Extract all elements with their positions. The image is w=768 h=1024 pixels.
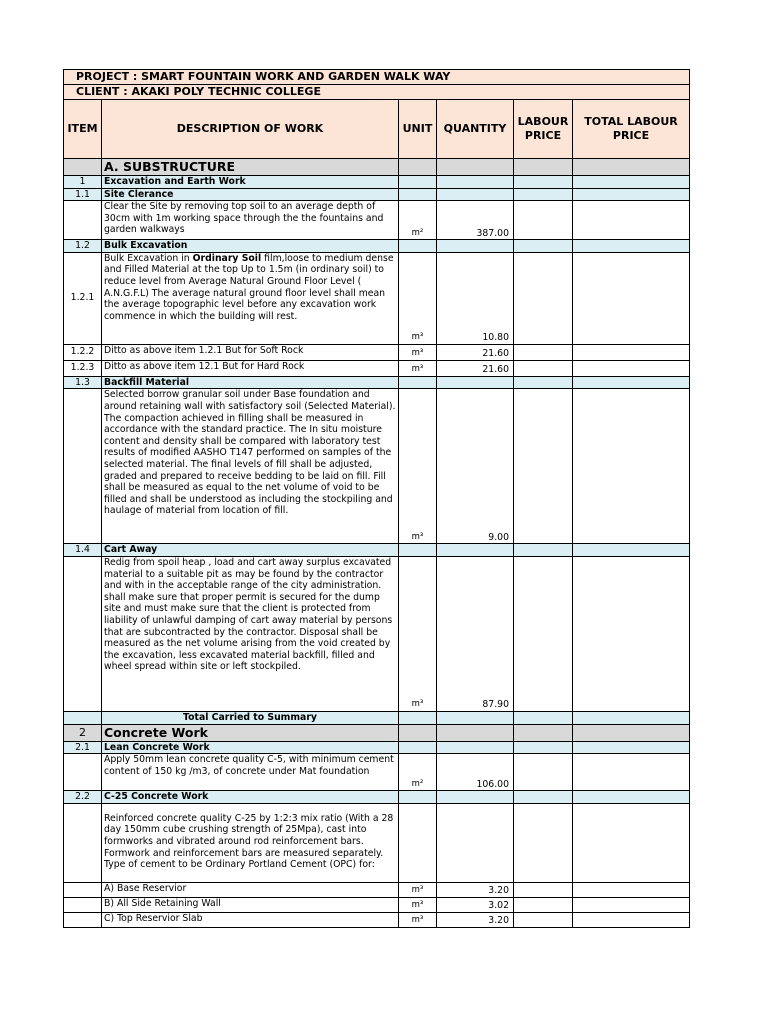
header-total-labour-price: TOTAL LABOUR PRICE [573,100,690,159]
item-quantity: 9.00 [437,389,514,544]
item-description: Selected borrow granular soil under Base foundation and around retaining wall with satisfactory soil (Selected Material). The compaction achieved in filling shall be measured in accordance with the standard practice. The In situ moisture content and density shall be compared with laboratory test results of modified AASHO T147 performed on samples of the selected material. The final levels of fill shall be adjusted, graded and prepared to receive bedding to be laid on fill. Fill shall be measured as equal to the net volume of void to be filled and shall be understood as including the stockpiling and haulage of material from location of fill. [102,389,399,544]
table-row [64,188,690,201]
item-unit: m³ [399,344,437,360]
project-row [64,70,690,85]
item-number: 2.2 [64,791,102,804]
item-unit: m³ [399,360,437,376]
table-row [64,376,690,389]
item-quantity: 387.00 [437,201,514,240]
item-quantity: 3.20 [437,882,514,897]
table-row [64,724,690,741]
header-labour-price: LABOUR PRICE [514,100,573,159]
table-row [64,897,690,912]
item-number: 1.2.1 [64,252,102,344]
item-quantity: 3.02 [437,897,514,912]
table-row [64,252,690,344]
item-number: 1 [64,176,102,189]
table-row [64,741,690,754]
item-quantity: 3.20 [437,912,514,927]
table-row [64,544,690,557]
item-description: C) Top Reservior Slab [102,912,399,927]
item-description: Clear the Site by removing top soil to an average depth of 30cm with 1m working space through the the fountains and garden walkways [102,201,399,240]
total-label: Total Carried to Summary [102,711,399,724]
item-unit: m³ [399,252,437,344]
item-quantity: 87.90 [437,556,514,711]
item-number: 2.1 [64,741,102,754]
item-unit: m³ [399,912,437,927]
table-row [64,240,690,253]
item-unit: m² [399,754,437,791]
item-description: Cart Away [102,544,399,557]
table-row [64,201,690,240]
item-description: Bulk Excavation [102,240,399,253]
item-description: B) All Side Retaining Wall [102,897,399,912]
item-description: Lean Concrete Work [102,741,399,754]
item-description: Apply 50mm lean concrete quality C-5, with minimum cement content of 150 kg /m3, of concrete under Mat foundation [102,754,399,791]
item-number: 1.2.3 [64,360,102,376]
header-unit: UNIT [399,100,437,159]
header-description: DESCRIPTION OF WORK [102,100,399,159]
table-row [64,360,690,376]
table-row [64,803,690,882]
section-row [64,159,690,176]
table-row [64,344,690,360]
item-quantity: 10.80 [437,252,514,344]
section-title: A. SUBSTRUCTURE [102,159,399,176]
item-number: 1.1 [64,188,102,201]
item-unit: m³ [399,897,437,912]
item-description: Excavation and Earth Work [102,176,399,189]
item-quantity: 21.60 [437,360,514,376]
table-row [64,882,690,897]
total-row [64,711,690,724]
item-description: Reinforced concrete quality C-25 by 1:2:3 mix ratio (With a 28 day 150mm cube crushing strength of 25Mpa), cast into formworks and vibrated around rod reinforcement bars. Formwork and reinforcement bars are measured separately. Type of cement to be Ordinary Portland Cement (OPC) for: [102,803,399,882]
item-description: A) Base Reservior [102,882,399,897]
item-unit: m³ [399,389,437,544]
item-description: Ditto as above item 12.1 But for Hard Rock [102,360,399,376]
table-row [64,912,690,927]
item-description: C-25 Concrete Work [102,791,399,804]
client-row [64,85,690,100]
item-description: Redig from spoil heap , load and cart away surplus excavated material to a suitable pit as may be found by the contractor and with in the acceptable range of the city administration. shall make sure that proper permit is secured for the dump site and must make sure that the client is protected from liability of unlawful damping of cart away material by persons that are subcontracted by the contractor. Disposal shall be measured as the net volume arising from the void created by the excavation, less excavated material backfill, filled and wheel spread within site or left stockpiled. [102,556,399,711]
item-number: 2 [64,724,102,741]
item-description: Backfill Material [102,376,399,389]
table-row [64,556,690,711]
item-quantity: 106.00 [437,754,514,791]
table-row [64,754,690,791]
item-quantity: 21.60 [437,344,514,360]
header-quantity: QUANTITY [437,100,514,159]
table-row [64,389,690,544]
header-item: ITEM [64,100,102,159]
item-number: 1.2.2 [64,344,102,360]
item-unit: m² [399,201,437,240]
table-row [64,791,690,804]
item-description: Bulk Excavation in Ordinary Soil film,loose to medium dense and Filled Material at the top Up to 1.5m (in ordinary soil) to reduce level from Average Natural Ground Floor Level ( A.N.G.F.L) The average natural ground floor level shall mean the average topographic level before any excavation work commence in which the building will rest. [102,252,399,344]
table-row [64,176,690,189]
item-description: Ditto as above item 1.2.1 But for Soft Rock [102,344,399,360]
item-description: Site Clerance [102,188,399,201]
item-unit: m³ [399,556,437,711]
client-title: CLIENT : AKAKI POLY TECHNIC COLLEGE [64,85,690,100]
bill-of-quantities-table [63,69,690,928]
item-description: Concrete Work [102,724,399,741]
column-header-row [64,100,690,159]
project-title: PROJECT : SMART FOUNTAIN WORK AND GARDEN WALK WAY [64,70,690,85]
item-unit: m³ [399,882,437,897]
item-number: 1.4 [64,544,102,557]
item-number: 1.3 [64,376,102,389]
item-number: 1.2 [64,240,102,253]
